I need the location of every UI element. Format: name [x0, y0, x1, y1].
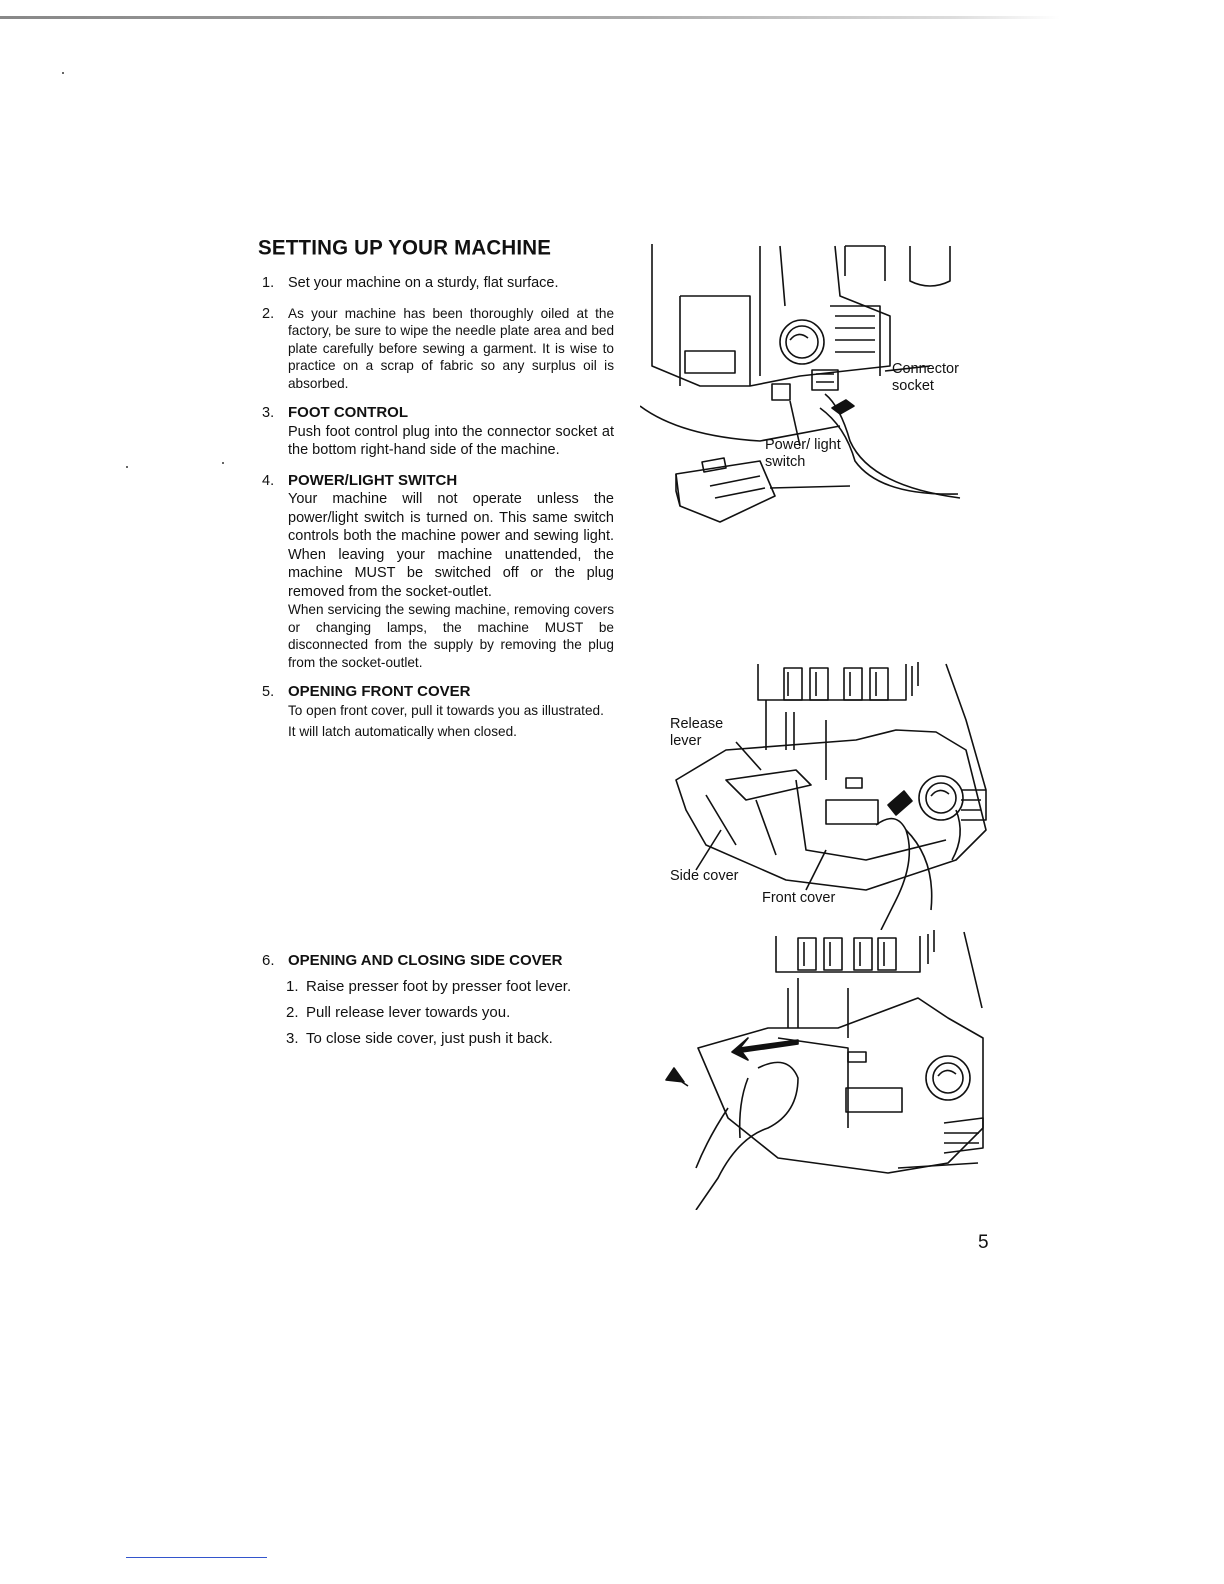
foot-control-illustration [640, 236, 970, 536]
item-text: To open front cover, pull it towards you as illustrated. [288, 702, 604, 718]
text-column [258, 236, 614, 753]
item-text: Set your machine on a sturdy, flat surface. [288, 275, 559, 291]
item-heading: OPENING AND CLOSING SIDE COVER [288, 952, 563, 969]
step-number: 1. [286, 978, 299, 995]
side-cover-illustration [648, 928, 990, 1210]
connector-socket-label: Connector socket [892, 361, 959, 394]
front-cover-illustration [666, 660, 990, 930]
step-text: To close side cover, just push it back. [306, 1030, 553, 1047]
scan-speck [126, 466, 128, 468]
sub-step [258, 1029, 628, 1048]
scan-speck [222, 462, 224, 464]
page-number: 5 [978, 1232, 989, 1253]
page-title: SETTING UP YOUR MACHINE [258, 235, 552, 260]
item-text: As your machine has been thoroughly oiled at the factory, be sure to wipe the needle plate area and bed plate carefully before sewing a garment. It is wise to practice on a scrap of fabric so any surplus oil is absorbed. [288, 305, 614, 391]
item-note: When servicing the sewing machine, removing covers or changing lamps, the machine MUST be disconnected from the supply by removing the plug from the socket-outlet. [288, 602, 614, 670]
list-item [258, 683, 614, 741]
list-item [258, 274, 614, 293]
item-number: 1. [262, 275, 275, 291]
step-number: 2. [286, 1004, 299, 1021]
sub-step [258, 1003, 628, 1022]
sub-step [258, 977, 628, 996]
step-number: 3. [286, 1030, 299, 1047]
list-item [258, 305, 614, 393]
item-heading: FOOT CONTROL [288, 404, 408, 421]
item-number: 2. [262, 305, 275, 322]
item-number: 3. [262, 405, 275, 421]
item-heading: POWER/LIGHT SWITCH [288, 471, 458, 489]
front-cover-label: Front cover [762, 890, 836, 906]
item-text: Your machine will not operate unless the power/light switch is turned on. This same switch controls both the machine power and sewing light. When leaving your machine unattended, the machine MUST be switched off or the plug removed from the socket-outlet. [288, 491, 614, 600]
step-text: Raise presser foot by presser foot lever. [306, 978, 572, 995]
list-item [258, 472, 614, 672]
item-text: It will latch automatically when closed. [288, 724, 517, 739]
item-text: Push foot control plug into the connector socket at the bottom right-hand side of the machine. [288, 423, 614, 458]
bottom-rule [126, 1557, 267, 1558]
release-lever-label: Release lever [670, 716, 724, 749]
top-rule [0, 16, 1060, 19]
item-number: 6. [262, 952, 275, 969]
side-cover-label: Side cover [670, 868, 739, 884]
item-number: 5. [262, 684, 275, 700]
item-number: 4. [262, 472, 275, 489]
list-item [258, 404, 614, 460]
scan-speck [62, 72, 64, 74]
item-heading: OPENING FRONT COVER [288, 683, 471, 700]
power-switch-label: Power/ light switch [765, 437, 841, 470]
step-text: Pull release lever towards you. [306, 1004, 511, 1021]
list-item-side-cover [258, 952, 628, 1055]
